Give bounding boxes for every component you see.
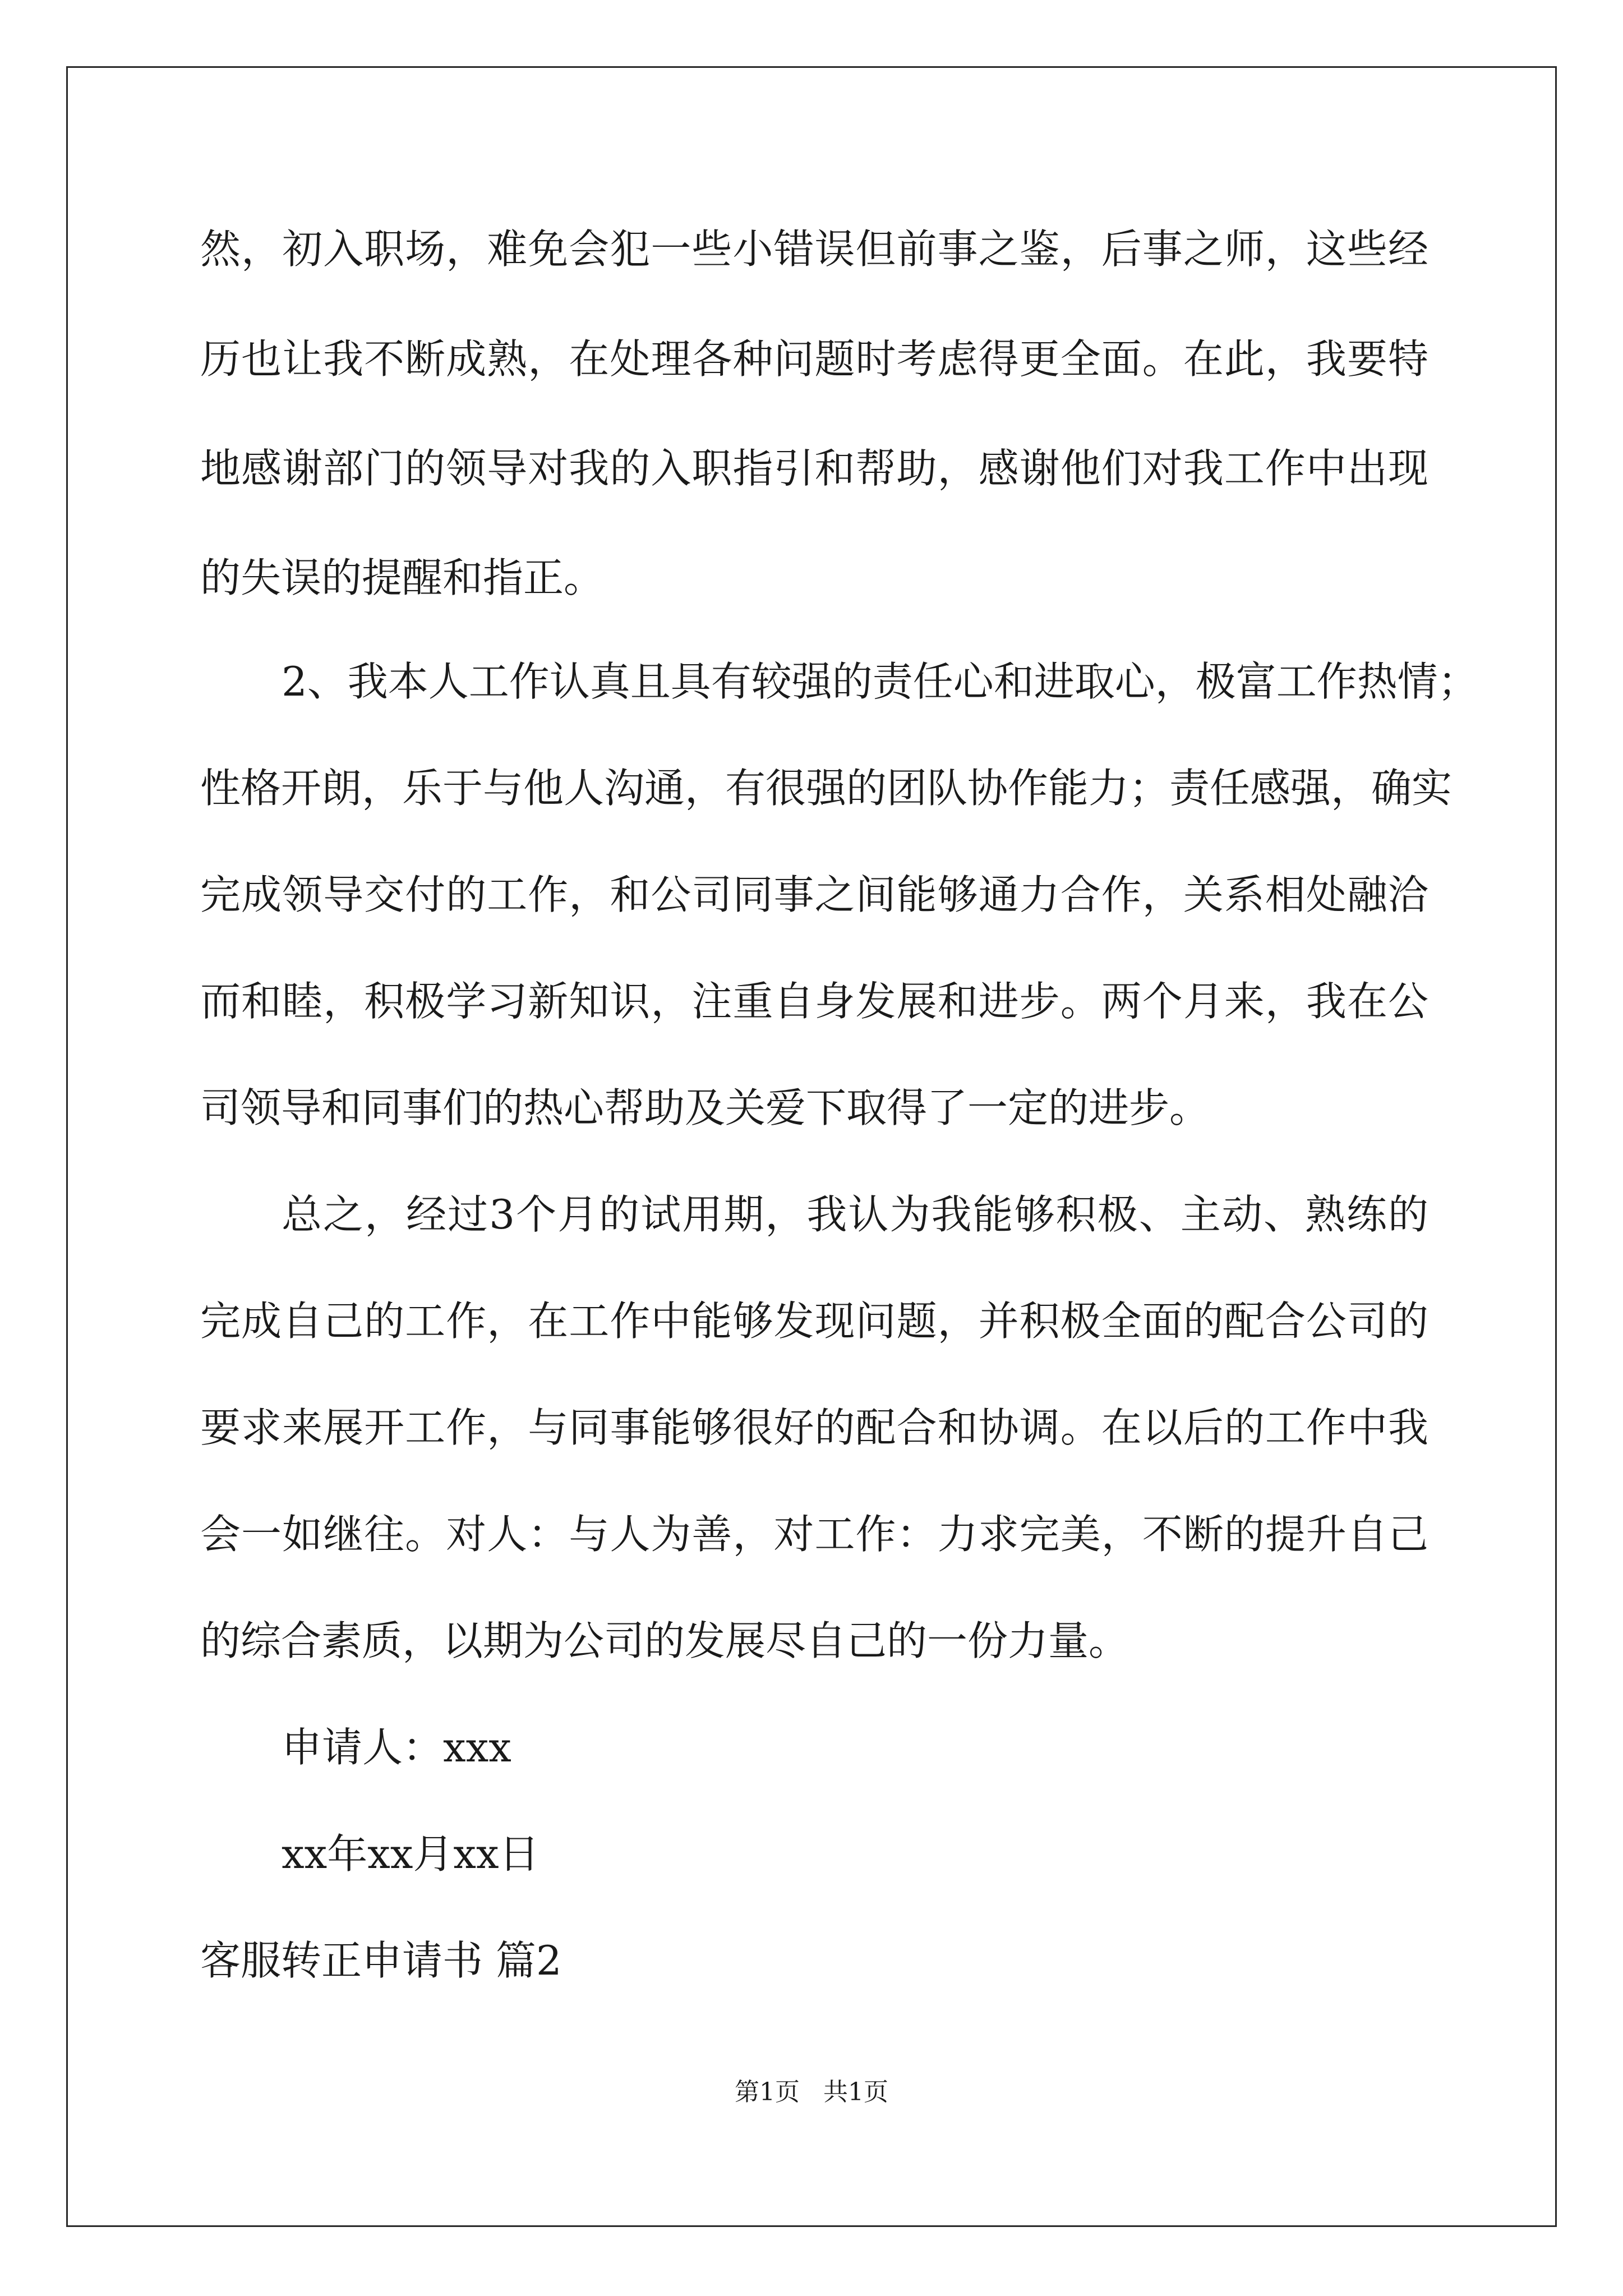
body-line: 历也让我不断成熟，在处理各种问题时考虑得更全面。在此，我要特 bbox=[200, 335, 1428, 383]
body-line: 完成自己的工作，在工作中能够发现问题，并积极全面的配合公司的 bbox=[200, 1297, 1428, 1345]
page-footer: 第1页 共1页 bbox=[735, 2078, 888, 2106]
body-line: 2、我本人工作认真且具有较强的责任心和进取心，极富工作热情； bbox=[282, 658, 1478, 705]
applicant-line: 申请人：xxx bbox=[282, 1724, 511, 1771]
section-title: 客服转正申请书 篇2 bbox=[200, 1937, 562, 1984]
body-line: 司领导和同事们的热心帮助及关爱下取得了一定的进步。 bbox=[200, 1084, 1210, 1131]
body-line: 总之，经过3个月的试用期，我认为我能够积极、主动、熟练的 bbox=[282, 1191, 1428, 1238]
body-line: 完成领导交付的工作，和公司同事之间能够通力合作，关系相处融洽 bbox=[200, 871, 1428, 918]
body-line: 性格开朗，乐于与他人沟通，有很强的团队协作能力；责任感强，确实 bbox=[200, 765, 1453, 812]
date-line: xx年xx月xx日 bbox=[282, 1830, 540, 1878]
body-line: 的综合素质，以期为公司的发展尽自己的一份力量。 bbox=[200, 1617, 1129, 1664]
body-line: 然，初入职场，难免会犯一些小错误但前事之鉴，后事之师，这些经 bbox=[200, 226, 1428, 273]
body-line: 而和睦，积极学习新知识，注重自身发展和进步。两个月来，我在公 bbox=[200, 978, 1428, 1025]
body-line: 地感谢部门的领导对我的入职指引和帮助，感谢他们对我工作中出现 bbox=[200, 445, 1428, 492]
body-line: 要求来展开工作，与同事能够很好的配合和协调。在以后的工作中我 bbox=[200, 1404, 1428, 1451]
body-line: 会一如继往。对人：与人为善，对工作：力求完美，不断的提升自己 bbox=[200, 1511, 1428, 1558]
body-line: 的失误的提醒和指正。 bbox=[200, 554, 605, 601]
page-border bbox=[66, 66, 1557, 2227]
